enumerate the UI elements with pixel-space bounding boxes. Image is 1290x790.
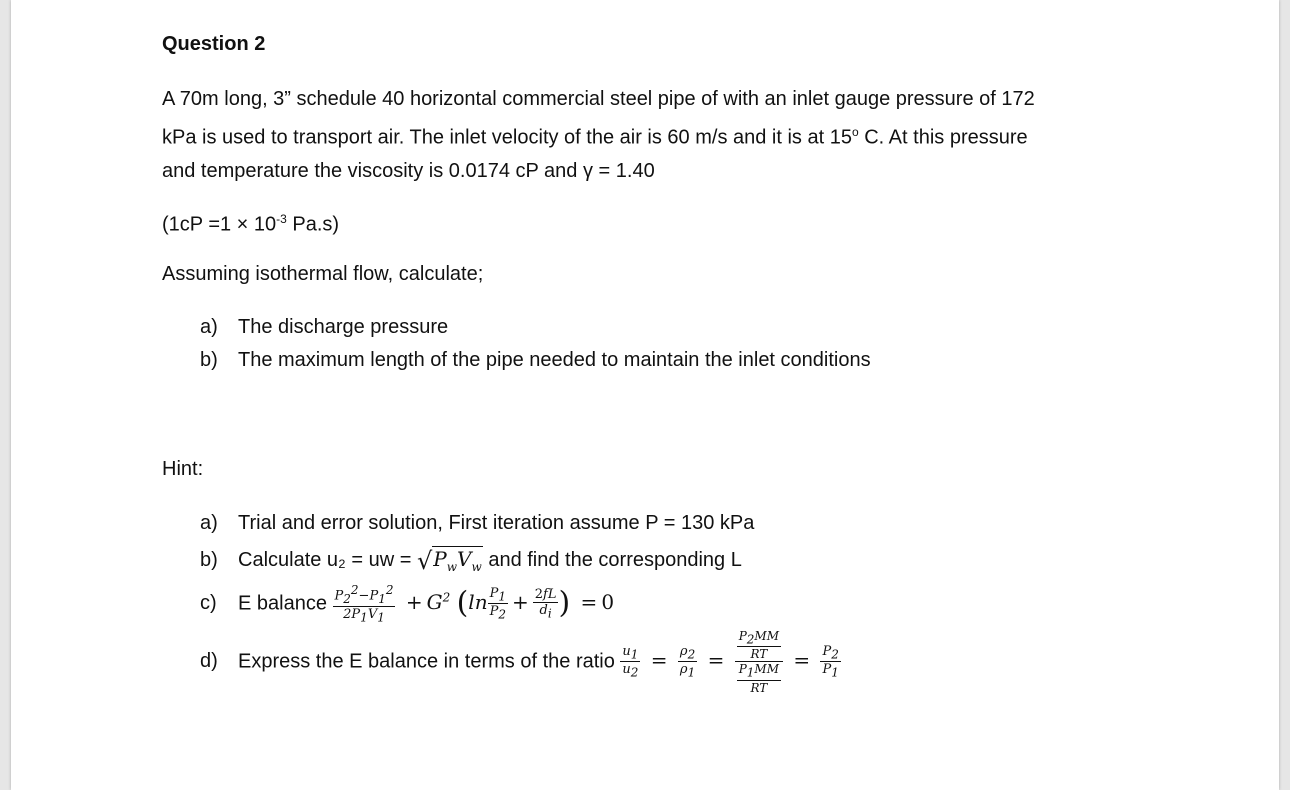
hint-item-d: d) Express the E balance in terms of the ratio $\frac{u_1}{u_2}$ = $\frac{\rho_2}{\rho_1}$ = $\frac{\frac{P_2MM}{RT}}{\frac{P_1MM}{RT}}$ = $\frac{P_2}{P_1}$ bbox=[200, 629, 839, 695]
question-line-2: kPa is used to transport air. The inlet velocity of the air is 60 m/s and it is at 15$^o$ C. At this pressure bbox=[162, 125, 1028, 149]
hint-title: Hint: bbox=[162, 458, 204, 480]
question-title: Question 2 bbox=[162, 33, 266, 55]
question-line-1: A 70m long, 3” schedule 40 horizontal commercial steel pipe of with an inlet gauge pressure of 172 bbox=[162, 88, 1035, 110]
unit-conversion: ($1cP =1 \times 10^{-3}$ Pa.s) bbox=[162, 212, 340, 236]
document-page bbox=[11, 0, 1279, 790]
question-line-3: and temperature the viscosity is 0.0174 cP and γ = 1.40 bbox=[162, 159, 655, 182]
assumption-text: Assuming isothermal flow, calculate; bbox=[162, 263, 484, 285]
question-body bbox=[162, 83, 1035, 188]
energy-balance-equation: $\frac{P_2^2-P_1^2}{2P_1V_1}$ + $G^2$ (ln $\frac{P_1}{P_2}$ + $\frac{2fL}{d_i}$ ) = 0 bbox=[334, 583, 615, 625]
question-part-a: a) The discharge pressure bbox=[200, 316, 449, 338]
hint-item-a: a) Trial and error solution, First iteration assume P = 130 kPa bbox=[200, 512, 755, 534]
question-part-b: b) The maximum length of the pipe needed to maintain the inlet conditions bbox=[200, 349, 871, 371]
sqrt-expression: $√P_wV_w$ bbox=[416, 547, 482, 575]
hint-item-b: b) Calculate u₂ = uw = $√P_wV_w$ and find the corresponding L bbox=[200, 547, 742, 575]
hint-item-c: c) E balance $\frac{P_2^2-P_1^2}{2P_1V_1}$ + $G^2$ (ln $\frac{P_1}{P_2}$ + $\frac{2fL}{d_i}$ ) = 0 bbox=[200, 583, 615, 625]
ratio-equation: $\frac{u_1}{u_2}$ = $\frac{\rho_2}{\rho_1}$ = $\frac{\frac{P_2MM}{RT}}{\frac{P_1MM}{RT}}$ = $\frac{P_2}{P_1}$ bbox=[622, 629, 839, 695]
